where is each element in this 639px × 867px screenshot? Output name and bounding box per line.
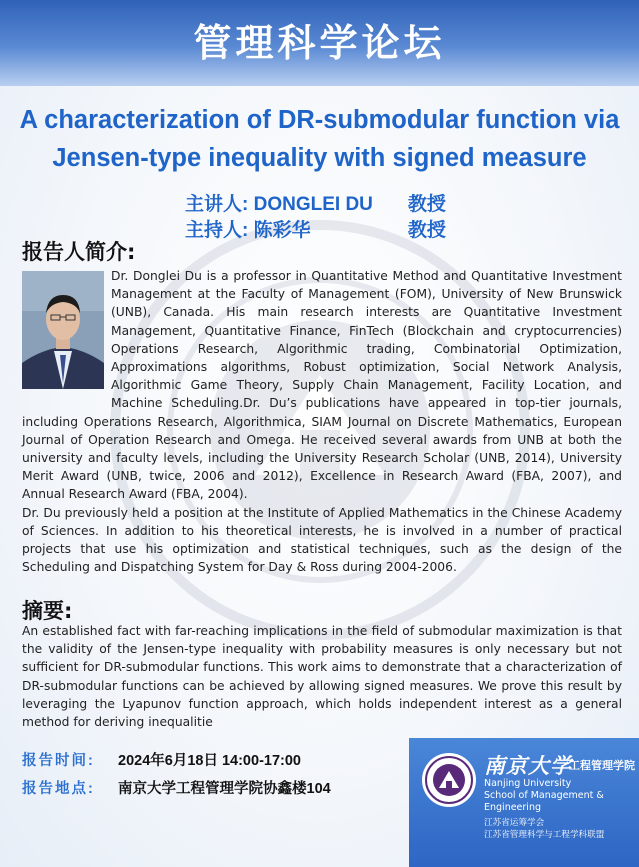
school-name-cn: 工程管理学院 (569, 759, 635, 772)
speaker-title: 教授 (407, 194, 446, 215)
university-name-en (484, 778, 639, 814)
talk-title-line-2: Jensen-type inequality with signed measure (52, 144, 587, 172)
abstract-text: An established fact with far-reaching implications in the field of submodular maximization is that the validity of the Jensen-type inequality with probability measures is only necessary but not sufficient for DR-submodular functions. This work aims to demonstrate that a characterization of DR-submodular functions can be achieved by allowing signed measures. We prove this result by leveraging the Lyapunov function approach, which holds independent interest as a general method for deriving inequalitie (22, 624, 622, 730)
talk-place-row (22, 777, 331, 798)
header-banner (0, 0, 639, 86)
speaker-label: 主讲人: (185, 194, 249, 215)
host-title: 教授 (407, 220, 446, 241)
bio-heading: 报告人简介: (22, 240, 136, 264)
speaker-photo (22, 271, 104, 389)
university-name-cn: 南京大学 (484, 753, 572, 778)
university-logo-panel (409, 738, 639, 867)
host-label: 主持人: (185, 220, 249, 241)
host-line (185, 215, 446, 242)
speaker-bio (22, 267, 622, 576)
abstract-heading: 摘要: (22, 599, 73, 623)
talk-time-label: 报告时间: (22, 753, 95, 769)
talk-time-value: 2024年6月18日 14:00-17:00 (118, 753, 301, 769)
talk-title-line-1: A characterization of DR-submodular function via (19, 106, 620, 134)
talk-place-label: 报告地点: (22, 781, 95, 797)
talk-title (10, 101, 629, 177)
host-name: 陈彩华 (253, 220, 311, 241)
university-en-line: Nanjing University (484, 778, 572, 789)
speaker-name: DONGLEI DU (253, 194, 373, 215)
school-en-line: School of Management & Engineering (484, 790, 604, 813)
co-organizers (484, 817, 604, 841)
bio-paragraph-2: Dr. Du previously held a position at the Institute of Applied Mathematics in the Chinese Academy of Sciences. In addition to his theoretical interests, he is involved in a number of practical projects that use his optimization and statistical techniques, such as the design of the Scheduling and Dispatching System for Day & Ross during 2004-2006. (22, 505, 622, 575)
nju-emblem-icon (421, 752, 477, 808)
talk-place-value: 南京大学工程管理学院协鑫楼104 (118, 781, 331, 797)
forum-title: 管理科学论坛 (193, 20, 446, 65)
bio-paragraph-1: Dr. Donglei Du is a professor in Quantitative Method and Quantitative Investment Management at the Faculty of Management (FOM), University of New Brunswick (UNB), Canada. His main research interests are Quantitative Investment Management, Quantitative Finance, FinTech (Blockchain and cryptocurrencies) Operations Research, Algorithmic trading, Combinatorial Optimization, Approximations algorithms, Robust optimization, Social Network Analysis, Algorithmic Game Theory, Supply Chain Management, Facility Location, and Machine Scheduling.Dr. Du’s publications have appeared in top-tier journals, including Operations Research, Algorithmica, SIAM Journal on Discrete Mathematics, European Journal of Operation Research and Omega. He received several awards from UNB at both the university and faculty levels, including the University Research Scholar (UNB, 2014), University Merit Award (UNB, twice, 2006 and 2012), Excellence in Research Award (FBA, 2007), and Annual Research Award (FBA, 2004). (22, 269, 622, 502)
co-organizer-1: 江苏省运筹学会 (484, 818, 545, 828)
speaker-line (185, 189, 446, 216)
co-organizer-2: 江苏省管理科学与工程学科联盟 (484, 830, 605, 840)
talk-time-row (22, 749, 301, 770)
